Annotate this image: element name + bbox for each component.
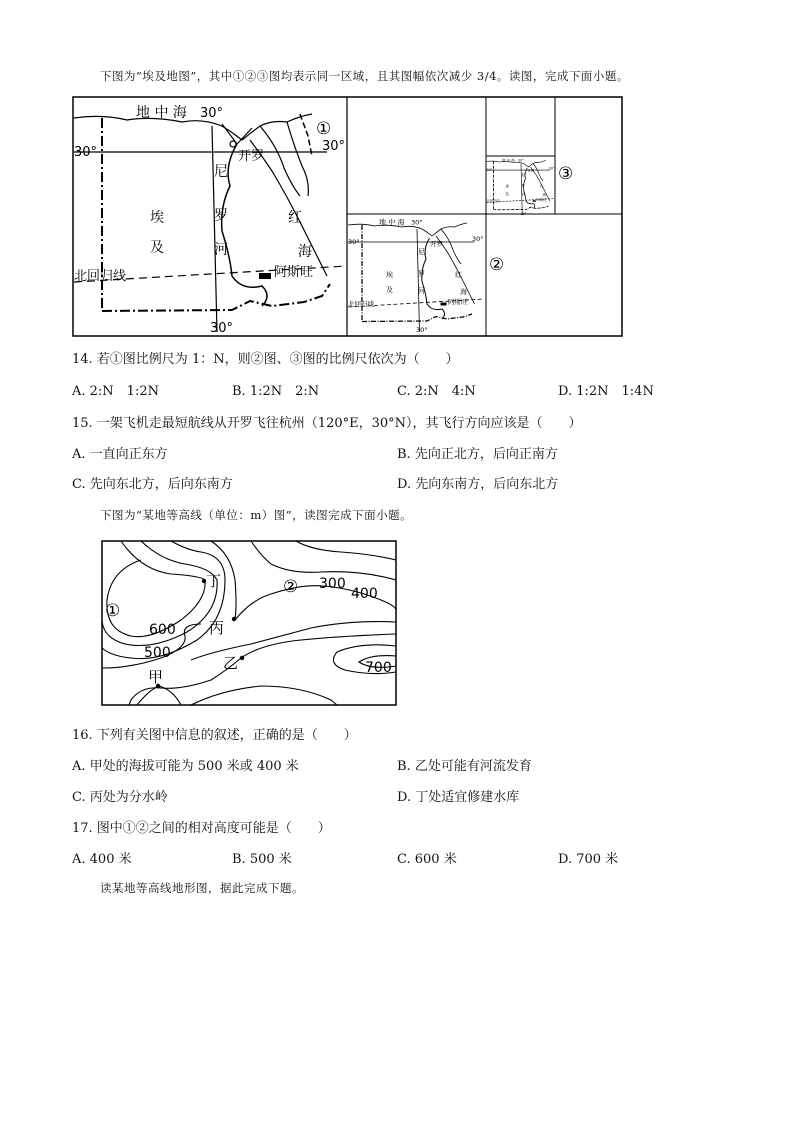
q15-option-a[interactable]: A. 一直向正东方 — [72, 447, 168, 462]
q14-option-a[interactable]: A. 2:N 1:2N — [72, 384, 159, 399]
point-2-label: ② — [283, 577, 299, 597]
q15-option-d[interactable]: D. 先向东南方，后向东北方 — [397, 477, 559, 492]
q17-stem: 17. 图中①②之间的相对高度可能是（ ） — [72, 821, 331, 836]
q16-option-a[interactable]: A. 甲处的海拔可能为 500 米或 400 米 — [72, 759, 299, 774]
map2-egypt-label-1: 埃 — [386, 271, 393, 279]
nile-label-3: 河 — [214, 242, 228, 258]
q17-option-c[interactable]: C. 600 米 — [397, 852, 457, 867]
egypt-label-2: 及 — [150, 240, 164, 256]
map3-lat30-top-label: 30° — [518, 158, 524, 163]
q16-intro: 下图为“某地等高线（单位：m）图”，读图完成下面小题。 — [100, 508, 413, 522]
map2-lat30-top-label: 30° — [411, 218, 423, 227]
map3-red-sea-label-2: 海 — [542, 193, 546, 197]
map1-marker: ① — [316, 119, 332, 139]
map2-nile-label-2: 罗 — [418, 270, 425, 278]
q16-option-b[interactable]: B. 乙处可能有河流发育 — [397, 759, 532, 774]
ding-label: 丁 — [206, 572, 222, 590]
map2-aswan-label: 阿斯旺 — [448, 298, 468, 306]
red-sea-label-1: 红 — [288, 210, 302, 226]
map2-lon30-bottom-label: 30° — [416, 326, 428, 334]
contour-500-label: 500 — [144, 645, 171, 661]
lat30-right-label: 30° — [322, 139, 346, 154]
map2-marker: ② — [489, 255, 505, 275]
map3-tropic-label: 北回归线 — [486, 199, 500, 203]
q17-option-d[interactable]: D. 700 米 — [558, 852, 619, 867]
map2-mediterranean-label: 地 中 海 — [379, 218, 405, 227]
cairo-label: 开罗 — [238, 149, 265, 164]
q15-option-c[interactable]: C. 先向东北方，后向东南方 — [72, 477, 233, 492]
map3-marker: ③ — [558, 164, 574, 184]
map2-egypt-label-2: 及 — [386, 286, 393, 294]
q15-option-b[interactable]: B. 先向正北方，后向正南方 — [397, 447, 558, 462]
contour-300-label: 300 — [319, 576, 346, 592]
map2-red-sea-label-2: 海 — [460, 288, 467, 296]
map3-nile-label-2: 罗 — [521, 184, 525, 188]
map3-lat30-left-label: 30° — [486, 168, 493, 172]
map3-egypt-label-2: 及 — [505, 192, 509, 196]
q16-option-c[interactable]: C. 丙处为分水岭 — [72, 790, 168, 805]
mediterranean-label: 地 中 海 — [136, 105, 187, 121]
q14-stem: 14. 若①图比例尺为 1：N，则②图、③图的比例尺依次为（ ） — [72, 352, 459, 367]
contour-map-figure — [101, 540, 397, 706]
map3-cairo-label: 开罗 — [527, 169, 534, 173]
q17-option-b[interactable]: B. 500 米 — [232, 852, 292, 867]
map3-red-sea-label-1: 红 — [540, 184, 544, 189]
q17-option-a[interactable]: A. 400 米 — [72, 852, 132, 867]
contour-400-label: 400 — [351, 586, 378, 602]
lat30-top-label: 30° — [200, 106, 224, 121]
nile-label-2: 罗 — [214, 208, 228, 224]
map3-nile-label-3: 河 — [521, 192, 525, 197]
lat30-left-label: 30° — [74, 145, 98, 160]
map2-lat30-right-label: 30° — [472, 235, 484, 243]
lon30-bottom-label: 30° — [210, 321, 234, 336]
contour-700-label: 700 — [365, 660, 392, 676]
aswan-label: 阿斯旺 — [274, 265, 314, 280]
q18-intro: 读某地等高线地形图，据此完成下题。 — [100, 881, 304, 895]
q14-option-d[interactable]: D. 1:2N 1:4N — [558, 384, 654, 399]
map2-nile-label-1: 尼 — [418, 248, 425, 256]
q14-intro: 下图为“埃及地图”，其中①②③图均表示同一区域，且其图幅依次减少 3/4。读图，完成下面小题。 — [100, 69, 629, 83]
yi-label: 乙 — [223, 654, 239, 672]
map3-aswan-label: 阿斯旺 — [536, 198, 547, 202]
egypt-map-figure — [72, 96, 624, 338]
map3-mediterranean-label: 地 中 海 — [502, 158, 515, 163]
point-1-label: ① — [105, 601, 121, 621]
q15-stem: 15. 一架飞机走最短航线从开罗飞往杭州（120°E，30°N），其飞行方向应该是（ ） — [72, 416, 582, 431]
map2-lat30-left-label: 30° — [348, 238, 360, 246]
contour-600-label: 600 — [149, 622, 176, 638]
q16-option-d[interactable]: D. 丁处适宜修建水库 — [397, 790, 520, 805]
bing-label: 丙 — [209, 619, 225, 637]
map3-egypt-label-1: 埃 — [505, 184, 509, 189]
map3-lon30-bottom-label: 30° — [520, 212, 527, 216]
map2-cairo-label: 开罗 — [430, 240, 443, 248]
q14-option-c[interactable]: C. 2:N 4:N — [397, 384, 476, 399]
map2-red-sea-label-1: 红 — [455, 271, 462, 279]
map3-lat30-right-label: 30° — [548, 166, 555, 171]
q14-option-b[interactable]: B. 1:2N 2:N — [232, 384, 320, 399]
map3-nile-label-1: 尼 — [521, 173, 525, 177]
q16-stem: 16. 下列有关图中信息的叙述，正确的是（ ） — [72, 728, 357, 743]
jia-label: 甲 — [148, 668, 164, 686]
red-sea-label-2: 海 — [298, 244, 312, 260]
egypt-label-1: 埃 — [150, 210, 164, 226]
map2-nile-label-3: 河 — [418, 287, 425, 295]
map2-tropic-label: 北回归线 — [348, 300, 374, 308]
tropic-label: 北回归线 — [74, 269, 127, 284]
nile-label-1: 尼 — [214, 164, 228, 180]
